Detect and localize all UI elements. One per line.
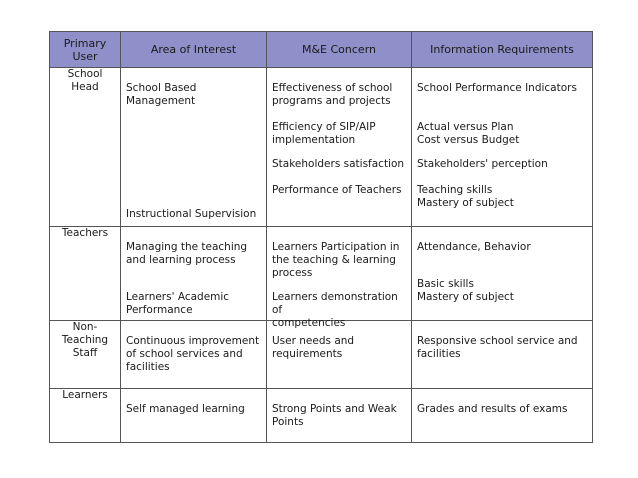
area-cell: School Based Management Instructional Supervision <box>121 68 267 227</box>
header-information-requirements: Information Requirements <box>412 32 593 68</box>
row-user-cell: Non- Teaching Staff <box>50 321 121 389</box>
row-user-cell: School Head <box>50 68 121 227</box>
row-user-cell: Learners <box>50 389 121 443</box>
me-table <box>49 31 593 443</box>
table-row <box>50 227 593 321</box>
header-me-concern: M&E Concern <box>267 32 412 68</box>
table-row <box>50 389 593 443</box>
concern-cell: Strong Points and Weak Points <box>267 389 412 443</box>
concern-cell: Learners Participation in the teaching & learning process Learners demonstration of competencies <box>267 227 412 321</box>
table-row <box>50 321 593 389</box>
info-cell: Attendance, Behavior Basic skills Mastery of subject <box>412 227 593 321</box>
info-cell: Grades and results of exams <box>412 389 593 443</box>
concern-cell: User needs and requirements <box>267 321 412 389</box>
info-cell: Responsive school service and facilities <box>412 321 593 389</box>
header-area-of-interest: Area of Interest <box>121 32 267 68</box>
table-row <box>50 68 593 227</box>
info-cell: School Performance Indicators Actual versus Plan Cost versus Budget Stakeholders' perception Teaching skills Mastery of subject <box>412 68 593 227</box>
area-cell: Managing the teaching and learning process Learners' Academic Performance <box>121 227 267 321</box>
row-user-cell: Teachers <box>50 227 121 321</box>
area-cell: Continuous improvement of school services and facilities <box>121 321 267 389</box>
area-cell: Self managed learning <box>121 389 267 443</box>
concern-cell: Effectiveness of school programs and projects Efficiency of SIP/AIP implementation Stakeholders satisfaction Performance of Teachers <box>267 68 412 227</box>
header-primary-user: Primary User <box>50 32 121 68</box>
header-row <box>50 32 593 68</box>
